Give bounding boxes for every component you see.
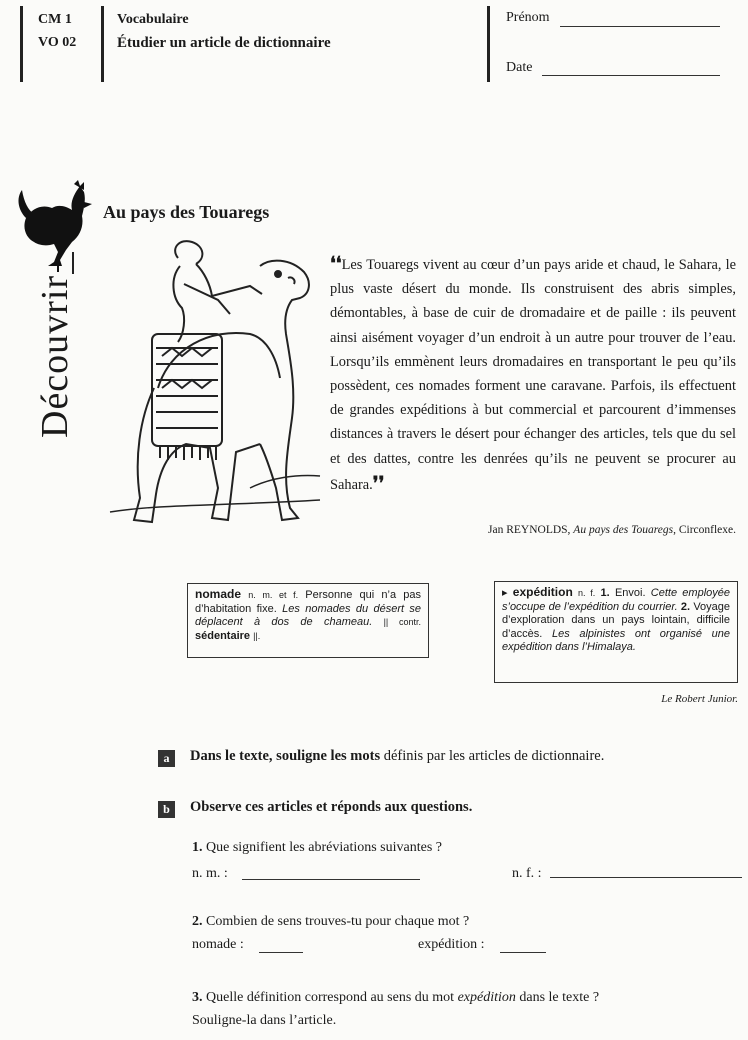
q2-expedition-label: expédition :: [418, 937, 485, 952]
date-label: Date: [506, 60, 533, 75]
dict-word: nomade: [195, 587, 242, 601]
question-2: [192, 914, 469, 930]
dict-sense-2-num: 2.: [680, 600, 691, 613]
q1-nf-answer[interactable]: [550, 877, 742, 878]
q1-nf-label: n. f. :: [512, 866, 542, 881]
open-quote: ❛❛: [330, 253, 342, 273]
dict-gram: n. m. et f.: [248, 590, 299, 600]
dict-sense-1-def: Envoi.: [614, 587, 646, 599]
dictionary-entry-expedition: [494, 581, 738, 683]
date-field[interactable]: [542, 75, 720, 76]
q2-expedition-answer[interactable]: [500, 952, 546, 953]
section-title: Au pays des Touaregs: [103, 202, 270, 222]
source-publisher: , Circonflexe.: [673, 524, 736, 536]
sidebar-vertical-rule: [72, 252, 74, 274]
camel-rider-illustration: [100, 238, 325, 528]
question-1: [192, 840, 442, 856]
header-lesson-title: Étudier un article de dictionnaire: [117, 35, 331, 51]
source-author: Jan REYNOLDS,: [488, 524, 574, 536]
q1-num: 1.: [192, 840, 203, 855]
q1-text: Que signifient les abréviations suivantes ?: [206, 840, 442, 855]
exercise-b-badge: b: [158, 801, 175, 818]
dict-sense-1-num: 1.: [600, 587, 610, 599]
exercise-a-instruction: [190, 748, 604, 765]
header-divider-middle: [101, 6, 104, 82]
exercise-a-rest: définis par les articles de dictionnaire.: [380, 748, 605, 764]
q2-num: 2.: [192, 914, 203, 929]
dict-sense-1-example: Cette employée s’occupe de l’expédition du courrier.: [502, 587, 730, 613]
source-title: Au pays des Touaregs: [573, 524, 674, 536]
dict-example: Les nomades du désert se déplacent à dos de chameau.: [195, 602, 422, 628]
dictionary-source: Le Robert Junior.: [661, 693, 738, 705]
q3-text-after: dans le texte ?: [515, 990, 600, 1005]
exercise-a-bold: Dans le texte, souligne les mots: [190, 748, 381, 764]
q3-line-2: Souligne-la dans l’article.: [192, 1013, 337, 1028]
sidebar-label: Découvrir: [34, 274, 76, 438]
dict-arrow-icon: ▸: [502, 587, 508, 599]
story-body: Les Touaregs vivent au cœur d’un pays aride et chaud, le Sahara, le plus vaste désert du monde. Ils construisent des abris simples, démontables, à base de cuir de dromadaire et de paille : ils peuvent ainsi aisément voyager d’un endroit à un autre pour trouver de l’eau. Lorsqu’ils emmènent leurs dromadaires en transportant le peu qu’ils possèdent, ces nomades forment une caravane. Parfois, ils effectuent de grandes expéditions à but commercial et parcourent d’immenses distances à travers le désert pour échanger des articles, tels que du sel et des dattes, contre les denrées qu’ils ne peuvent se procurer au Sahara.: [330, 257, 736, 493]
header-subject: Vocabulaire: [117, 12, 189, 27]
header-divider-left: [20, 6, 23, 82]
exercise-a-badge: a: [158, 750, 175, 767]
q1-nm-label: n. m. :: [192, 866, 228, 881]
header-code-2: VO 02: [38, 35, 77, 50]
dict-contr-label: || contr.: [383, 617, 421, 627]
q3-num: 3.: [192, 990, 203, 1005]
dict-word: expédition: [512, 585, 573, 599]
q2-nomade-label: nomade :: [192, 937, 244, 952]
header-divider-right: [487, 6, 490, 82]
prenom-label: Prénom: [506, 10, 550, 25]
dict-sense-2-def: Voyage d’exploration dans un pays lointain, difficile d’accès.: [502, 600, 731, 640]
q2-nomade-answer[interactable]: [259, 952, 303, 953]
q3-text-before: Quelle définition correspond au sens du mot: [206, 990, 458, 1005]
header-code-1: CM 1: [38, 12, 72, 27]
question-3: [192, 990, 599, 1006]
q3-word: expédition: [457, 990, 516, 1005]
rooster-icon: [14, 180, 98, 272]
story-source: [330, 524, 736, 536]
dict-sense-2-example: Les alpinistes ont organisé une expédition dans l’Himalaya.: [502, 627, 730, 653]
dict-gram: n. f.: [578, 588, 596, 598]
dictionary-entry-nomade: [187, 583, 429, 658]
q2-text: Combien de sens trouves-tu pour chaque mot ?: [206, 914, 470, 929]
q1-nm-answer[interactable]: [242, 879, 420, 880]
dict-contr-end: ||.: [253, 630, 261, 641]
close-quote: ❜❜: [372, 472, 385, 493]
exercise-b-title-text: Observe ces articles et réponds aux questions.: [190, 799, 473, 815]
prenom-field[interactable]: [560, 26, 720, 27]
story-text: [330, 251, 736, 497]
dict-contr-word: sédentaire: [195, 629, 251, 642]
dict-def: Personne qui n’a pas d’habitation fixe.: [195, 589, 422, 615]
exercise-b-title: [190, 799, 472, 816]
